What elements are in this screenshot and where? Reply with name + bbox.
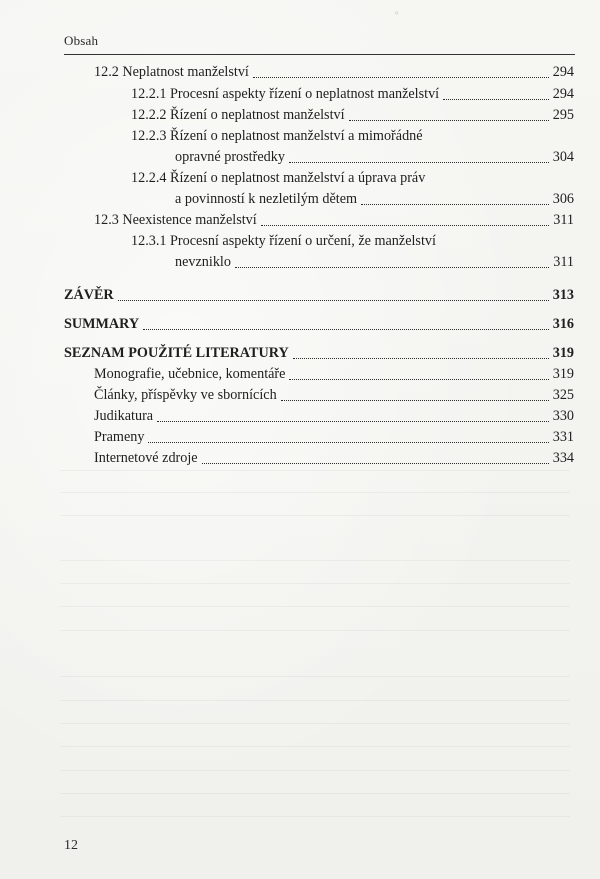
toc-chapter-title: ZÁVĚR xyxy=(64,287,114,303)
show-through-line xyxy=(60,560,570,561)
toc-entry-title: 12.2.2 Řízení o neplatnost manželství xyxy=(131,107,345,123)
toc-entry-title: Články, příspěvky ve sbornících xyxy=(94,387,277,403)
toc-entry-title-line2: nevzniklo xyxy=(175,254,231,270)
toc-entry-page: 311 xyxy=(553,254,574,270)
toc-entry-page: 334 xyxy=(552,450,574,466)
toc-entry-title: Monografie, učebnice, komentáře xyxy=(94,366,286,382)
leader-dots xyxy=(361,204,549,205)
toc-entry[interactable] xyxy=(175,189,574,210)
running-head: Obsah xyxy=(64,33,99,48)
show-through-line xyxy=(60,816,570,817)
show-through-line xyxy=(60,492,570,493)
toc-entry-page: 330 xyxy=(552,408,574,424)
page-mark: ° xyxy=(395,10,399,20)
toc-chapter[interactable] xyxy=(64,343,574,364)
toc-entry[interactable] xyxy=(94,448,574,469)
toc-entry-page: 311 xyxy=(553,212,574,228)
show-through-line xyxy=(60,630,570,631)
toc-entry-title-line2: a povinností k nezletilým dětem xyxy=(175,191,358,207)
toc-entry-title: 12.2 Neplatnost manželství xyxy=(94,64,249,80)
toc-chapter-page: 316 xyxy=(552,316,574,332)
toc-entry[interactable] xyxy=(131,105,574,126)
toc-entry-title-line1[interactable]: 12.2.4 Řízení o neplatnost manželství a úprava práv xyxy=(131,170,426,186)
toc-entry-title-line1[interactable]: 12.2.3 Řízení o neplatnost manželství a mimořádné xyxy=(131,128,423,144)
toc-chapter-title: SUMMARY xyxy=(64,316,140,332)
toc-entry-title: 12.3 Neexistence manželství xyxy=(94,212,257,228)
show-through-line xyxy=(60,700,570,701)
leader-dots xyxy=(443,99,549,100)
toc-entry[interactable] xyxy=(94,364,574,385)
leader-dots xyxy=(293,358,549,359)
toc-entry-title: Internetové zdroje xyxy=(94,450,198,466)
toc-chapter-page: 319 xyxy=(552,345,574,361)
toc-entry-page: 304 xyxy=(552,149,574,165)
toc-chapter[interactable] xyxy=(64,314,574,335)
toc-entry-title: Prameny xyxy=(94,429,145,445)
show-through-line xyxy=(60,470,570,471)
toc-entry-page: 306 xyxy=(552,191,574,207)
toc-entry[interactable] xyxy=(131,84,574,105)
leader-dots xyxy=(289,379,548,380)
toc-entry-page: 294 xyxy=(552,64,574,80)
toc-entry[interactable] xyxy=(175,147,574,168)
toc-chapter-page: 313 xyxy=(552,287,574,303)
toc-entry-page: 295 xyxy=(552,107,574,123)
leader-dots xyxy=(157,421,549,422)
toc-entry[interactable] xyxy=(94,406,574,427)
leader-dots xyxy=(148,442,548,443)
toc-entry-title-line1[interactable]: 12.3.1 Procesní aspekty řízení o určení, že manželství xyxy=(131,233,436,249)
leader-dots xyxy=(261,225,550,226)
leader-dots xyxy=(349,120,549,121)
toc-entry-title: Judikatura xyxy=(94,408,154,424)
toc-entry-page: 319 xyxy=(552,366,574,382)
leader-dots xyxy=(143,329,549,330)
header-rule xyxy=(64,54,575,55)
toc-entry-page: 331 xyxy=(552,429,574,445)
show-through-line xyxy=(60,606,570,607)
toc-entry[interactable] xyxy=(94,385,574,406)
toc-entry-page: 294 xyxy=(552,86,574,102)
toc-entry[interactable] xyxy=(94,62,574,83)
leader-dots xyxy=(253,77,549,78)
show-through-line xyxy=(60,770,570,771)
toc-entry[interactable] xyxy=(94,427,574,448)
toc-entry-title-line2: opravné prostředky xyxy=(175,149,285,165)
toc-entry-title: 12.2.1 Procesní aspekty řízení o neplatnost manželství xyxy=(131,86,440,102)
toc-entry-page: 325 xyxy=(552,387,574,403)
show-through-line xyxy=(60,676,570,677)
toc-entry[interactable] xyxy=(175,252,574,273)
show-through-line xyxy=(60,793,570,794)
show-through-line xyxy=(60,746,570,747)
toc-chapter[interactable] xyxy=(64,285,574,306)
page-number: 12 xyxy=(64,838,78,853)
leader-dots xyxy=(118,300,549,301)
leader-dots xyxy=(235,267,549,268)
toc-chapter-title: SEZNAM POUŽITÉ LITERATURY xyxy=(64,345,289,361)
leader-dots xyxy=(281,400,549,401)
leader-dots xyxy=(289,162,549,163)
show-through-line xyxy=(60,723,570,724)
show-through-line xyxy=(60,583,570,584)
leader-dots xyxy=(202,463,549,464)
toc-entry[interactable] xyxy=(94,210,574,231)
show-through-line xyxy=(60,515,570,516)
